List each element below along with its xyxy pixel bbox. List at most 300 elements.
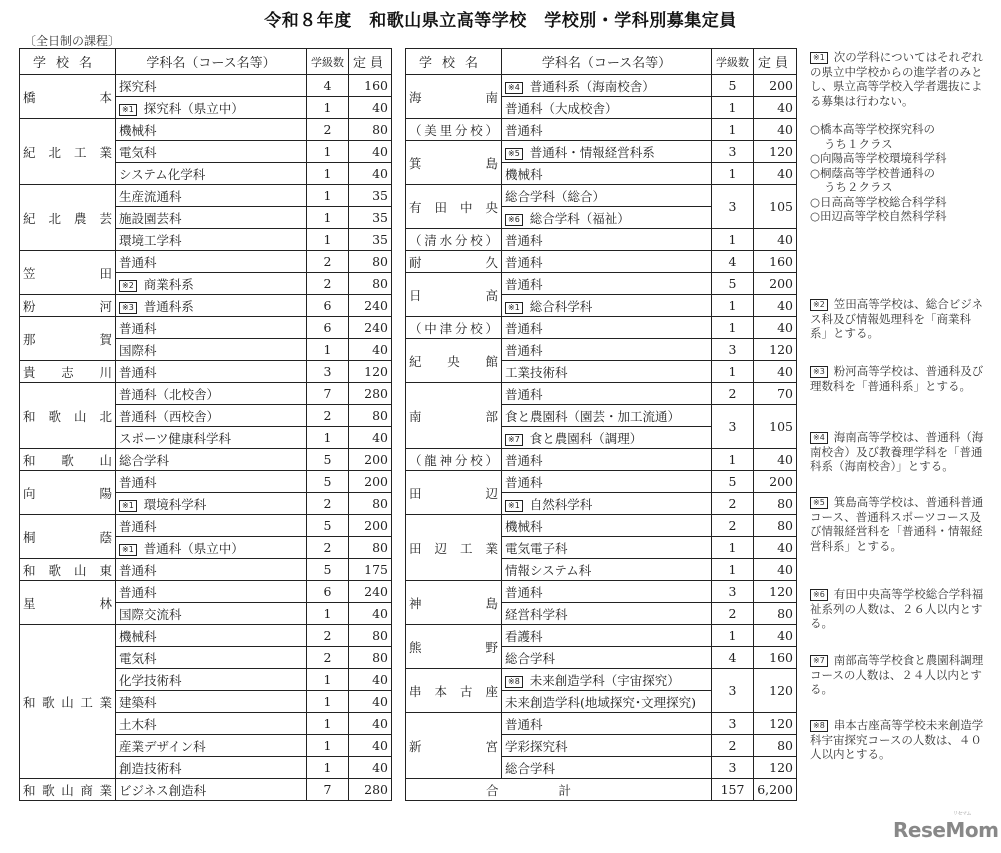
school-name: 和歌山商業 [20, 779, 116, 801]
department-cell [116, 691, 307, 713]
total-row [406, 779, 797, 801]
table-row [406, 75, 797, 97]
table-row [406, 713, 797, 735]
table-row [20, 559, 392, 581]
department-name: 産業デザイン科 [119, 738, 206, 754]
department-name: 電気科 [119, 650, 157, 666]
capacity-cell: 80 [349, 405, 392, 427]
department-cell [116, 75, 307, 97]
department-name: 国際交流科 [119, 606, 182, 622]
classes-cell: 1 [307, 207, 349, 229]
footnote-mark: ※3 [810, 366, 828, 378]
department-cell [116, 647, 307, 669]
classes-cell: 3 [712, 185, 754, 229]
department-name: 未来創造学科(地域探究･文理探究) [505, 694, 697, 710]
capacity-cell: 80 [349, 537, 392, 559]
table-header-row [406, 49, 797, 75]
department-name: 普通科 [505, 474, 543, 490]
classes-cell: 1 [307, 735, 349, 757]
capacity-cell: 80 [349, 625, 392, 647]
department-cell [502, 427, 712, 449]
classes-cell: 1 [307, 757, 349, 779]
table-row [406, 119, 797, 141]
capacity-cell: 40 [349, 339, 392, 361]
course-type-label: 〔全日制の課程〕 [24, 34, 121, 48]
department-name: 自然科学科 [529, 496, 593, 512]
table-row [406, 317, 797, 339]
department-name: 普通科 [119, 254, 157, 270]
department-name: 環境科学科 [143, 496, 207, 512]
capacity-cell: 200 [754, 75, 797, 97]
school-name: 紀北工業 [20, 119, 116, 185]
footnote-list-item-cont: うち１クラス [824, 136, 893, 151]
school-name: 粉河 [20, 295, 116, 317]
table-row [406, 185, 797, 207]
classes-cell: 2 [712, 735, 754, 757]
capacity-cell: 80 [349, 273, 392, 295]
classes-cell: 1 [307, 713, 349, 735]
department-cell [502, 75, 712, 97]
classes-cell: 2 [307, 405, 349, 427]
department-cell [116, 207, 307, 229]
footnote [810, 50, 988, 224]
capacity-cell: 40 [754, 559, 797, 581]
header-classes: 学級数 [712, 49, 754, 75]
table-row [20, 625, 392, 647]
department-cell [116, 427, 307, 449]
footnote [810, 364, 988, 393]
department-cell [502, 405, 712, 427]
school-name: 串本古座 [406, 669, 502, 713]
department-cell [116, 163, 307, 185]
department-cell [116, 251, 307, 273]
department-name: ビジネス創造科 [119, 782, 207, 798]
department-name: 国際科 [119, 342, 157, 358]
capacity-cell: 80 [349, 647, 392, 669]
capacity-cell: 40 [754, 163, 797, 185]
capacity-cell: 80 [754, 515, 797, 537]
department-cell [502, 361, 712, 383]
department-cell [502, 581, 712, 603]
department-cell [116, 603, 307, 625]
department-name: システム化学科 [119, 166, 206, 182]
footnote-mark: ※1 [119, 500, 137, 512]
classes-cell: 1 [307, 603, 349, 625]
department-cell [502, 251, 712, 273]
page-title: 令和８年度 和歌山県立高等学校 学校別・学科別募集定員 [264, 11, 737, 31]
header-department: 学科名（コース名等） [116, 49, 307, 75]
department-cell [116, 625, 307, 647]
department-cell [502, 713, 712, 735]
table-row [406, 251, 797, 273]
school-name: 南部 [406, 383, 502, 449]
department-name: スポーツ健康科学科 [119, 430, 232, 446]
department-name: 普通科 [119, 364, 157, 380]
department-name: 電気電子科 [505, 540, 568, 556]
department-name: 普通科（北校舎） [119, 386, 220, 402]
capacity-cell: 120 [754, 713, 797, 735]
table-row [20, 515, 392, 537]
school-name: 神島 [406, 581, 502, 625]
department-cell [502, 141, 712, 163]
department-cell [116, 515, 307, 537]
department-name: 探究科（県立中） [143, 100, 244, 116]
table-row [406, 515, 797, 537]
header-department: 学科名（コース名等） [502, 49, 712, 75]
footnote-mark: ※7 [810, 655, 828, 667]
capacity-cell: 40 [754, 625, 797, 647]
table-row [406, 229, 797, 251]
header-capacity: 定員 [349, 49, 392, 75]
capacity-cell: 40 [349, 97, 392, 119]
footnote-mark: ※1 [505, 500, 523, 512]
classes-cell: 3 [307, 361, 349, 383]
capacity-cell: 80 [754, 493, 797, 515]
school-name: 和歌山工業 [20, 625, 116, 779]
classes-cell: 5 [307, 471, 349, 493]
department-cell [116, 493, 307, 515]
department-cell [502, 229, 712, 251]
footnote [810, 587, 988, 631]
footnote-text: 串本古座高等学校未来創造学科宇宙探究コースの人数は、４０人以内とする。 [810, 718, 984, 761]
footnote [810, 653, 988, 697]
logo-text: ReseMom [893, 818, 999, 842]
header-classes: 学級数 [307, 49, 349, 75]
capacity-cell: 40 [754, 97, 797, 119]
capacity-cell: 40 [349, 427, 392, 449]
school-name: 那賀 [20, 317, 116, 361]
department-name: 商業科系 [143, 276, 194, 292]
footnote-list [810, 122, 988, 224]
school-name: 貴志川 [20, 361, 116, 383]
footnote-mark: ※1 [505, 302, 523, 314]
classes-cell: 1 [712, 559, 754, 581]
department-cell [502, 163, 712, 185]
school-name: 有田中央 [406, 185, 502, 229]
school-name: （龍神分校） [406, 449, 502, 471]
classes-cell: 1 [307, 669, 349, 691]
school-name: 橋本 [20, 75, 116, 119]
school-name: 新宮 [406, 713, 502, 779]
capacity-cell: 200 [754, 471, 797, 493]
classes-cell: 5 [712, 471, 754, 493]
department-cell [116, 735, 307, 757]
department-cell [116, 713, 307, 735]
department-name: 総合学科 [505, 650, 556, 666]
footnote-text: 粉河高等学校は、普通科及び理数科を「普通科系」とする。 [810, 364, 984, 393]
school-name: 耐久 [406, 251, 502, 273]
department-cell [116, 141, 307, 163]
department-name: 機械科 [505, 518, 543, 534]
capacity-cell: 240 [349, 295, 392, 317]
footnote-list-item: ○田辺高等学校自然科学科 [810, 209, 947, 223]
department-cell [502, 207, 712, 229]
department-name: 普通科 [119, 474, 157, 490]
capacity-cell: 80 [754, 735, 797, 757]
department-cell [116, 119, 307, 141]
department-cell [116, 405, 307, 427]
department-cell [116, 757, 307, 779]
capacity-cell: 105 [754, 405, 797, 449]
capacity-cell: 40 [754, 119, 797, 141]
footnote-text: 海南高等学校は、普通科（海南校舎）及び教養理学科を「普通科系（海南校舎）」とする。 [810, 430, 984, 473]
capacity-cell: 40 [754, 229, 797, 251]
school-name: 桐蔭 [20, 515, 116, 559]
footnote-mark: ※8 [810, 720, 828, 732]
table-row [406, 471, 797, 493]
department-name: 情報システム科 [505, 562, 592, 578]
capacity-cell: 160 [349, 75, 392, 97]
department-cell [502, 757, 712, 779]
capacity-cell: 240 [349, 317, 392, 339]
total-label: 合計 [406, 779, 712, 801]
capacity-cell: 280 [349, 383, 392, 405]
department-name: 学彩探究科 [505, 738, 568, 754]
capacity-cell: 200 [349, 515, 392, 537]
department-cell [502, 97, 712, 119]
department-cell [116, 317, 307, 339]
school-name: 日高 [406, 273, 502, 317]
footnote-list-item-cont: うち２クラス [824, 180, 893, 194]
footnote [810, 495, 988, 553]
department-cell [502, 295, 712, 317]
capacity-cell: 40 [349, 735, 392, 757]
table-row [406, 273, 797, 295]
capacity-cell: 40 [754, 449, 797, 471]
classes-cell: 5 [307, 449, 349, 471]
capacity-cell: 40 [349, 603, 392, 625]
department-cell [116, 339, 307, 361]
classes-cell: 4 [712, 251, 754, 273]
capacity-cell: 160 [754, 251, 797, 273]
footnote-mark: ※7 [505, 434, 523, 446]
capacity-cell: 35 [349, 185, 392, 207]
department-name: 未来創造学科（宇宙探究） [529, 672, 680, 688]
capacity-cell: 120 [754, 581, 797, 603]
footnote-text: 笠田高等学校は、総合ビジネス科及び情報処理科を「商業科系」とする。 [810, 297, 983, 340]
department-cell [502, 449, 712, 471]
footnote-list-item: ○橋本高等学校探究科の [810, 122, 936, 136]
department-name: 普通科 [505, 276, 543, 292]
classes-cell: 1 [712, 119, 754, 141]
department-cell [502, 625, 712, 647]
department-name: 普通科 [505, 232, 543, 248]
table-row [20, 471, 392, 493]
classes-cell: 1 [712, 537, 754, 559]
department-name: 総合科学科 [529, 298, 593, 314]
department-cell [502, 493, 712, 515]
department-name: 化学技術科 [119, 672, 182, 688]
table-row [20, 449, 392, 471]
classes-cell: 2 [307, 537, 349, 559]
footnote-text: 次の学科についてはそれぞれの県立中学校からの進学者のみとし、県立高等学校入学者選抜による募集は行わない。 [810, 50, 984, 108]
department-cell [116, 97, 307, 119]
department-name: 普通科 [119, 584, 157, 600]
footnote-mark: ※5 [810, 497, 828, 509]
department-name: 探究科 [119, 78, 157, 94]
classes-cell: 1 [307, 229, 349, 251]
classes-cell: 1 [712, 361, 754, 383]
table-row [406, 141, 797, 163]
department-cell [502, 515, 712, 537]
school-name: 星林 [20, 581, 116, 625]
department-cell [502, 691, 712, 713]
department-name: 普通科・情報経営科系 [529, 144, 655, 160]
classes-cell: 3 [712, 405, 754, 449]
school-name: 熊野 [406, 625, 502, 669]
department-name: 建築科 [119, 694, 157, 710]
department-name: 普通科 [505, 452, 543, 468]
department-name: 電気科 [119, 144, 157, 160]
department-cell [502, 119, 712, 141]
classes-cell: 6 [307, 295, 349, 317]
classes-cell: 3 [712, 339, 754, 361]
classes-cell: 1 [712, 449, 754, 471]
table-row [406, 449, 797, 471]
table-row [20, 119, 392, 141]
table-row [406, 625, 797, 647]
classes-cell: 1 [712, 163, 754, 185]
classes-cell: 5 [307, 559, 349, 581]
department-name: 食と農園科（園芸・加工流通） [505, 408, 681, 424]
classes-cell: 2 [712, 493, 754, 515]
department-cell [116, 581, 307, 603]
capacity-cell: 120 [349, 361, 392, 383]
capacity-cell: 80 [349, 119, 392, 141]
footnote [810, 297, 988, 341]
capacity-cell: 40 [754, 317, 797, 339]
classes-cell: 2 [712, 383, 754, 405]
department-name: 普通科（県立中） [143, 540, 244, 556]
footnote-list-item: ○桐蔭高等学校普通科の [810, 165, 936, 180]
capacity-cell: 120 [754, 757, 797, 779]
classes-cell: 4 [712, 647, 754, 669]
department-cell [502, 317, 712, 339]
department-cell [502, 383, 712, 405]
department-cell [502, 185, 712, 207]
department-name: 普通科 [505, 254, 543, 270]
classes-cell: 3 [712, 669, 754, 713]
table-header-row [20, 49, 392, 75]
footnote-mark: ※1 [810, 52, 828, 64]
department-cell [502, 647, 712, 669]
department-name: 総合学科 [119, 452, 170, 468]
capacity-cell: 35 [349, 229, 392, 251]
header-capacity: 定員 [754, 49, 797, 75]
department-name: 普通科 [119, 562, 157, 578]
classes-cell: 5 [712, 75, 754, 97]
school-name: 向陽 [20, 471, 116, 515]
classes-cell: 3 [712, 757, 754, 779]
classes-cell: 3 [712, 713, 754, 735]
department-cell [116, 779, 307, 801]
department-name: 機械科 [119, 122, 157, 138]
capacity-cell: 80 [349, 493, 392, 515]
classes-cell: 7 [307, 779, 349, 801]
footnote [810, 430, 988, 474]
capacity-cell: 200 [754, 273, 797, 295]
table-row [20, 779, 392, 801]
department-cell [116, 295, 307, 317]
table-row [20, 383, 392, 405]
capacity-cell: 40 [349, 163, 392, 185]
table-row [406, 581, 797, 603]
resemom-logo [893, 811, 999, 842]
capacity-cell: 40 [349, 669, 392, 691]
classes-cell: 1 [712, 317, 754, 339]
department-name: 創造技術科 [119, 760, 182, 776]
department-cell [502, 735, 712, 757]
school-name: 海南 [406, 75, 502, 119]
department-name: 普通科 [119, 518, 157, 534]
classes-cell: 5 [712, 273, 754, 295]
footnote-mark: ※1 [119, 544, 137, 556]
department-cell [502, 339, 712, 361]
footnote-text: 有田中央高等学校総合学科福祉系列の人数は、２６人以内とする。 [810, 587, 984, 630]
header-school: 学校名 [406, 49, 502, 75]
classes-cell: 1 [307, 163, 349, 185]
footnote-list-item: ○日高高等学校総合科学科 [810, 194, 947, 209]
capacity-cell: 40 [349, 757, 392, 779]
department-cell [502, 559, 712, 581]
footnote-mark: ※2 [810, 299, 828, 311]
classes-cell: 3 [712, 581, 754, 603]
table-row [20, 251, 392, 273]
classes-cell: 7 [307, 383, 349, 405]
department-name: 普通科 [505, 122, 543, 138]
table-row [20, 317, 392, 339]
department-cell [116, 229, 307, 251]
table-row [406, 669, 797, 691]
department-cell [502, 603, 712, 625]
table-row [20, 581, 392, 603]
classes-cell: 4 [307, 75, 349, 97]
department-name: 普通科 [505, 716, 543, 732]
table-row [20, 185, 392, 207]
footnote-mark: ※3 [119, 302, 137, 314]
school-name: （美里分校） [406, 119, 502, 141]
school-name: （清水分校） [406, 229, 502, 251]
department-name: 経営科学科 [505, 606, 568, 622]
department-cell [502, 471, 712, 493]
department-name: 普通科 [505, 386, 543, 402]
classes-cell: 2 [307, 493, 349, 515]
footnote-mark: ※5 [505, 148, 523, 160]
department-cell [116, 449, 307, 471]
classes-cell: 1 [307, 339, 349, 361]
school-name: 紀央館 [406, 339, 502, 383]
capacity-cell: 40 [754, 361, 797, 383]
footnote [810, 718, 988, 762]
table-row [20, 75, 392, 97]
table-row [20, 361, 392, 383]
classes-cell: 6 [307, 581, 349, 603]
classes-cell: 2 [712, 603, 754, 625]
capacity-cell: 35 [349, 207, 392, 229]
department-name: 普通科 [505, 584, 543, 600]
classes-cell: 5 [307, 515, 349, 537]
classes-cell: 2 [307, 119, 349, 141]
footnote-mark: ※8 [505, 676, 523, 688]
classes-cell: 1 [307, 185, 349, 207]
capacity-cell: 120 [754, 141, 797, 163]
classes-cell: 1 [712, 229, 754, 251]
classes-cell: 2 [712, 515, 754, 537]
school-name: （中津分校） [406, 317, 502, 339]
department-name: 普通科 [505, 320, 543, 336]
capacity-cell: 80 [349, 251, 392, 273]
capacity-cell: 200 [349, 449, 392, 471]
